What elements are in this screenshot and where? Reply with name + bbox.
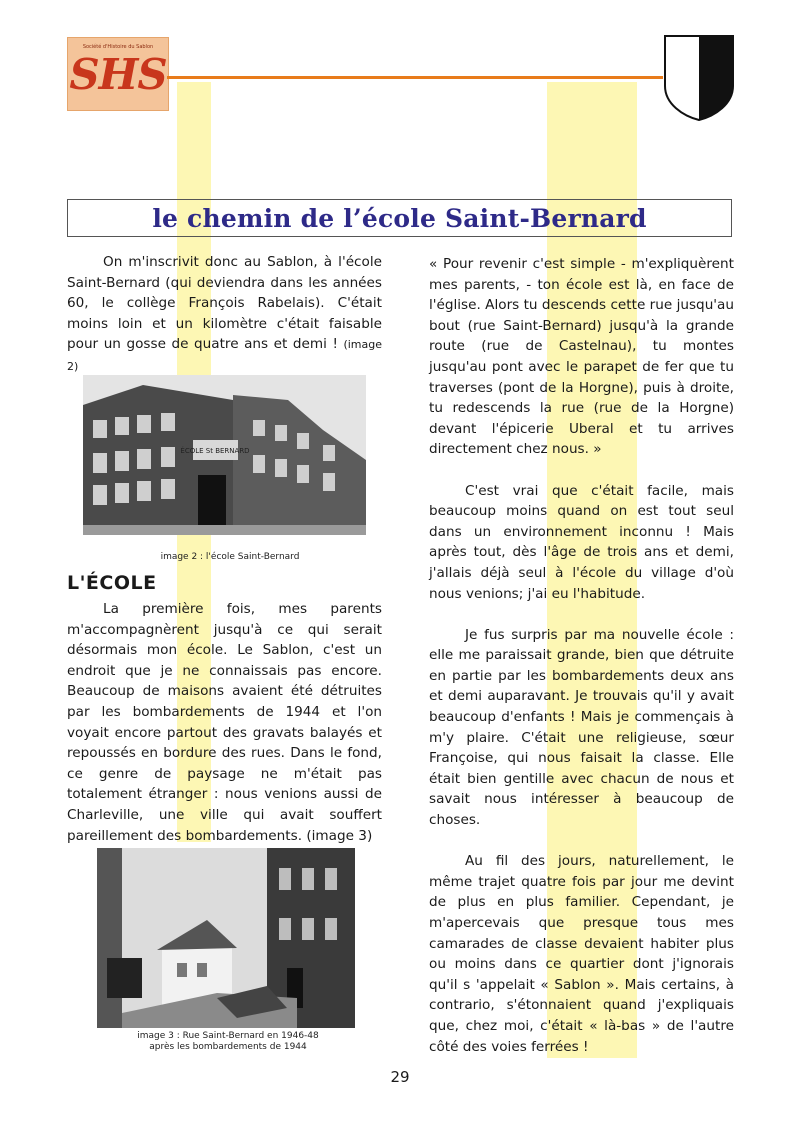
image-3-photo [97, 848, 355, 1028]
header-rule [167, 76, 663, 79]
image-3-caption-line-1: image 3 : Rue Saint-Bernard en 1946-48 [137, 1031, 319, 1041]
image-2-reference: (image 2) [67, 338, 383, 373]
image-2-caption: image 2 : l'école Saint-Bernard [160, 552, 300, 562]
image-2-school-building [83, 375, 366, 535]
right-paragraph-3: Je fus surpris par ma nouvelle école : elle me paraissait grande, bien que détruite en partie par les bombardements deux ans et demi auparavant. Je trouvais qu'il y avait beaucoup d'enfants ! Mais je commençais à m'y plaire. C'était une religieuse, sœur Françoise, qui nous faisait la classe. Elle était bien gentille avec chacun de nous et savait nous intéresser à beaucoup de choses. [429, 626, 734, 829]
image-3-caption-line-2: après les bombardements de 1944 [149, 1042, 307, 1052]
shield-icon [663, 34, 735, 122]
left-paragraph-2: La première fois, mes parents m'accompagnèrent jusqu'à ce qui serait désormais mon école. Le Sablon, c'est un endroit que je ne connaissais pas encore. Beaucoup de maisons avaient été détruites par les bombardements de 1944 et l'on voyait encore partout des gravats balayés et repoussés en bordure des rues. Dans le fond, ce genre de paysage ne m'était pas totalement étranger : nous venions aussi de Charleville, une ville qui avait souffert pareillement des bombardements. (image 3) [67, 601, 382, 844]
right-paragraph-1: « Pour revenir c'est simple - m'expliquèrent mes parents, - ton école est là, en face de l'église. Alors tu descends cette rue jusqu'au bout (rue Saint-Bernard) jusqu'à la grande route (rue de Castelnau), tu montes jusqu'au pont avec le parapet de fer que tu traverses (pont de la Horgne), puis à droite, tu redescends la rue (rue de la Horgne) devant l'épicerie Uberal et tu arrives directement chez nous. » [429, 256, 734, 458]
section-heading: L'ÉCOLE [67, 572, 157, 594]
image-3-street-scene [97, 848, 355, 1028]
left-column [67, 252, 382, 378]
page-title: le chemin de l’école Saint-Bernard [152, 203, 647, 233]
page-number: 29 [390, 1068, 410, 1086]
logo-monogram: SHS [69, 50, 167, 99]
left-paragraph-1-text: On m'inscrivit donc au Sablon, à l'école Saint-Bernard (qui deviendra dans les années 60, le collège François Rabelais). C'était moins loin et un kilomètre c'était faisable pour un gosse de quatre ans et demi ! [67, 254, 382, 353]
right-column [429, 254, 734, 1057]
right-paragraph-2: C'est vrai que c'était facile, mais beaucoup moins quand on est tout seul dans un environnement inconnu ! Mais après tout, dès l'âge de trois ans et demi, j'allais déjà seul à l'école du village d'où nous venions; j'ai eu l'habitude. [429, 482, 734, 602]
left-column-lower [67, 599, 382, 846]
logo-brand-text: Société d'Histoire du Sablon [82, 44, 154, 50]
image-2-photo [83, 375, 366, 535]
left-paragraph-1 [67, 252, 382, 378]
right-paragraph-4: Au fil des jours, naturellement, le même trajet quatre fois par jour me devint de plus en plus familier. Cependant, je m'apercevais que presque tous mes camarades de classe devaient habiter plus ou moins dans ce quartier dont j'ignorais qu'il s 'appelait « Sablon ». Mais certains, à contrario, s'étonnaient quand j'expliquais que, chez moi, c'était « là-bas » de l'autre côté des voies ferrées ! [429, 853, 734, 1055]
title-box [67, 199, 732, 237]
image-2-sign-text: ÉCOLE St BERNARD [180, 447, 250, 455]
society-logo [67, 37, 169, 111]
image-3-caption [108, 1031, 348, 1053]
